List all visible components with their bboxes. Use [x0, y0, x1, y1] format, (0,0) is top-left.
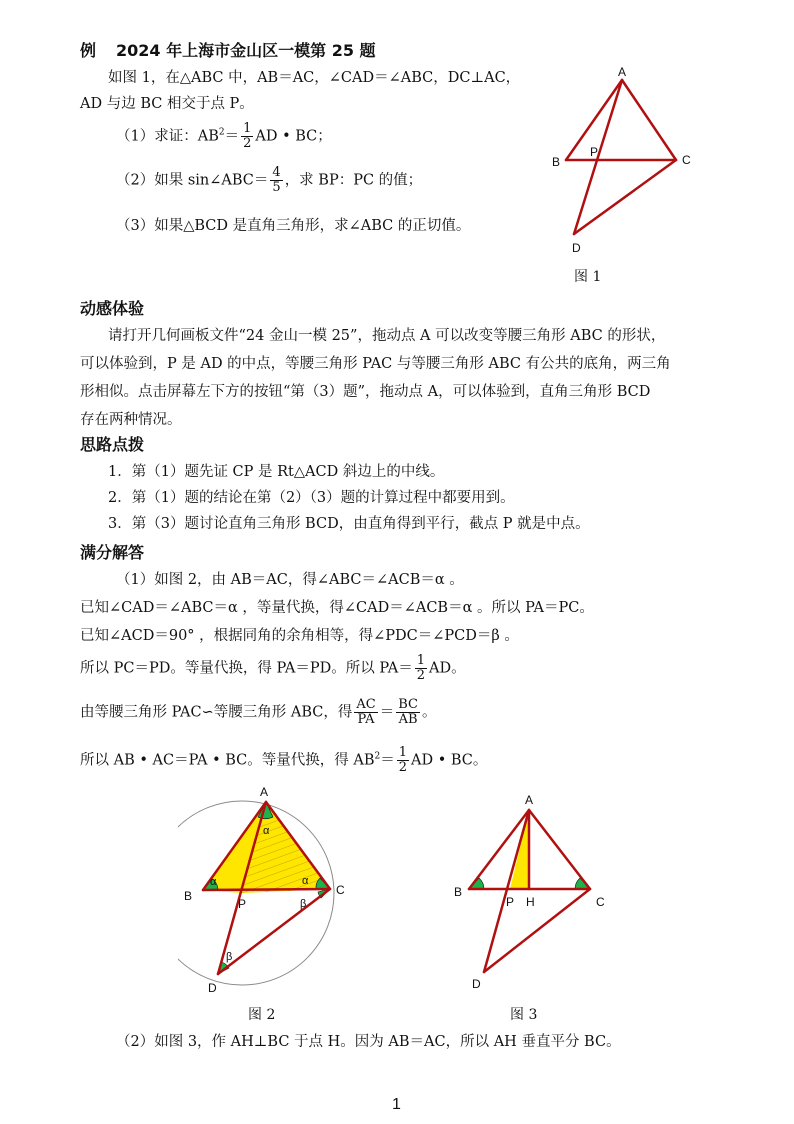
l6-frac-den: 2	[398, 760, 408, 775]
l4-frac-den: 2	[416, 668, 426, 683]
solution-line-6	[80, 746, 487, 775]
l4-suffix: AD。	[429, 660, 466, 677]
l4-prefix: 所以 PC＝PD。等量代换，得 PA＝PD。所以 PA＝	[80, 660, 413, 677]
q2-frac-num: 4	[272, 165, 281, 180]
solution-line-2: 已知∠CAD＝∠ABC＝α ，等量代换，得∠CAD＝∠ACB＝α 。所以 PA＝PC。	[80, 600, 594, 616]
fig1-label-d: D	[572, 241, 581, 255]
q1-fraction	[241, 122, 253, 151]
fig1-label-a: A	[618, 65, 627, 79]
fig2-label-d: D	[208, 981, 217, 995]
problem-line-1: 如图 1，在△ABC 中，AB＝AC，∠CAD＝∠ABC，DC⊥AC，	[108, 70, 521, 86]
dynamic-line-2: 可以体验到，P 是 AD 的中点，等腰三角形 PAC 与等腰三角形 ABC 有公共的底角，两三角	[80, 356, 671, 372]
fig2-label-a: A	[260, 785, 269, 799]
solution-q2-line: （2）如图 3，作 AH⊥BC 于点 H。因为 AB＝AC，所以 AH 垂直平分 BC。	[116, 1034, 621, 1050]
section-heading-solution: 满分解答	[80, 543, 145, 562]
figure-2-caption: 图 2	[248, 1007, 276, 1023]
q2-prefix: （2）如果 sin∠ABC＝	[116, 172, 269, 189]
fig2-label-c: C	[336, 883, 345, 897]
title-prefix: 例	[80, 41, 97, 60]
q1-suffix: AD • BC；	[255, 128, 332, 145]
fig3-segment-cd	[484, 889, 590, 972]
solution-line-1: （1）如图 2，由 AB＝AC，得∠ABC＝∠ACB＝α 。	[116, 572, 464, 588]
fig3-label-p: P	[506, 895, 515, 909]
fig2-segment-cd	[218, 889, 330, 974]
fig2-label-p: P	[238, 897, 247, 911]
section-heading-hints: 思路点拨	[80, 435, 145, 454]
solution-line-3: 已知∠ACD＝90° ，根据同角的余角相等，得∠PDC＝∠PCD＝β 。	[80, 628, 519, 644]
section-heading-dynamic: 动感体验	[80, 299, 145, 318]
fig1-side-ac	[622, 80, 676, 160]
l5-eq: ＝	[379, 704, 395, 721]
q1-eq: ＝	[224, 128, 240, 145]
problem-title	[80, 38, 376, 61]
fig3-label-b: B	[454, 885, 463, 899]
fig2-label-alpha-c: α	[302, 875, 309, 887]
l6-frac-num: 1	[398, 745, 408, 760]
page-number: 1	[392, 1096, 401, 1113]
figure-3	[450, 782, 620, 997]
q1-frac-num: 1	[243, 121, 252, 136]
hint-item-3: 3．第（3）题讨论直角三角形 BCD，由直角得到平行，截点 P 就是中点。	[108, 516, 590, 532]
q2-fraction	[270, 166, 282, 195]
question-3: （3）如果△BCD 是直角三角形，求∠ABC 的正切值。	[116, 218, 471, 234]
dynamic-line-4: 存在两种情况。	[80, 412, 182, 428]
fig2-side-bc	[203, 889, 330, 890]
title-text: 2024 年上海市金山区一模第 25 题	[116, 41, 376, 60]
fig1-label-b: B	[552, 155, 561, 169]
l6-fraction	[397, 746, 409, 775]
q1-frac-den: 2	[243, 136, 252, 151]
fig3-label-a: A	[525, 793, 534, 807]
l6-prefix: 所以 AB • AC＝PA • BC。等量代换，得 AB	[80, 752, 375, 769]
fig2-label-alpha-b: α	[210, 876, 217, 888]
l5-fraction-2	[396, 698, 420, 727]
l5-suffix: 。	[421, 704, 437, 721]
problem-line-2: AD 与边 BC 相交于点 P。	[80, 96, 254, 112]
fig1-segment-cd	[574, 160, 676, 234]
figure-3-caption: 图 3	[510, 1007, 538, 1023]
solution-line-5	[80, 698, 436, 727]
q1-prefix: （1）求证：AB	[116, 128, 219, 145]
l5-prefix: 由等腰三角形 PAC∽等腰三角形 ABC，得	[80, 704, 353, 721]
fig2-label-beta-c: β	[300, 898, 307, 910]
fig2-label-b: B	[184, 889, 193, 903]
l5-f1-den: PA	[357, 712, 375, 727]
fig3-side-ac	[529, 810, 590, 889]
hint-item-2: 2．第（1）题的结论在第（2）（3）题的计算过程中都要用到。	[108, 490, 515, 506]
q2-frac-den: 5	[272, 180, 281, 195]
l6-eq: ＝	[380, 752, 395, 769]
fig3-label-c: C	[596, 895, 605, 909]
l6-suffix: AD • BC。	[411, 752, 488, 769]
fig3-label-d: D	[472, 977, 481, 991]
question-2	[116, 166, 422, 195]
figure-2	[178, 782, 368, 997]
fig3-segment-ad	[484, 810, 529, 972]
fig1-label-c: C	[682, 153, 691, 167]
figure-1-caption: 图 1	[574, 269, 602, 285]
solution-line-4	[80, 654, 466, 683]
l6-sup: 2	[374, 751, 381, 762]
dynamic-line-1: 请打开几何画板文件“24 金山一模 25”，拖动点 A 可以改变等腰三角形 ABC 的形状，	[108, 328, 666, 344]
l5-f2-den: AB	[398, 712, 418, 727]
fig3-label-h: H	[526, 895, 535, 909]
l5-f2-num: BC	[398, 697, 418, 712]
l4-frac-num: 1	[416, 653, 426, 668]
fig1-label-p: P	[590, 145, 599, 159]
l5-f1-num: AC	[356, 697, 376, 712]
q2-suffix: ，求 BP：PC 的值；	[284, 172, 423, 189]
dynamic-line-3: 形相似。点击屏幕左下方的按钮“第（3）题”，拖动点 A，可以体验到，直角三角形 BCD	[80, 384, 651, 400]
hint-item-1: 1．第（1）题先证 CP 是 Rt△ACD 斜边上的中线。	[108, 464, 445, 480]
l4-fraction	[415, 654, 427, 683]
fig2-label-beta-d: β	[226, 951, 233, 963]
fig2-label-alpha-a: α	[263, 825, 270, 837]
question-1	[116, 122, 332, 151]
q1-sup: 2	[218, 127, 225, 138]
l5-fraction-1	[354, 698, 377, 727]
figure-1	[540, 62, 710, 262]
